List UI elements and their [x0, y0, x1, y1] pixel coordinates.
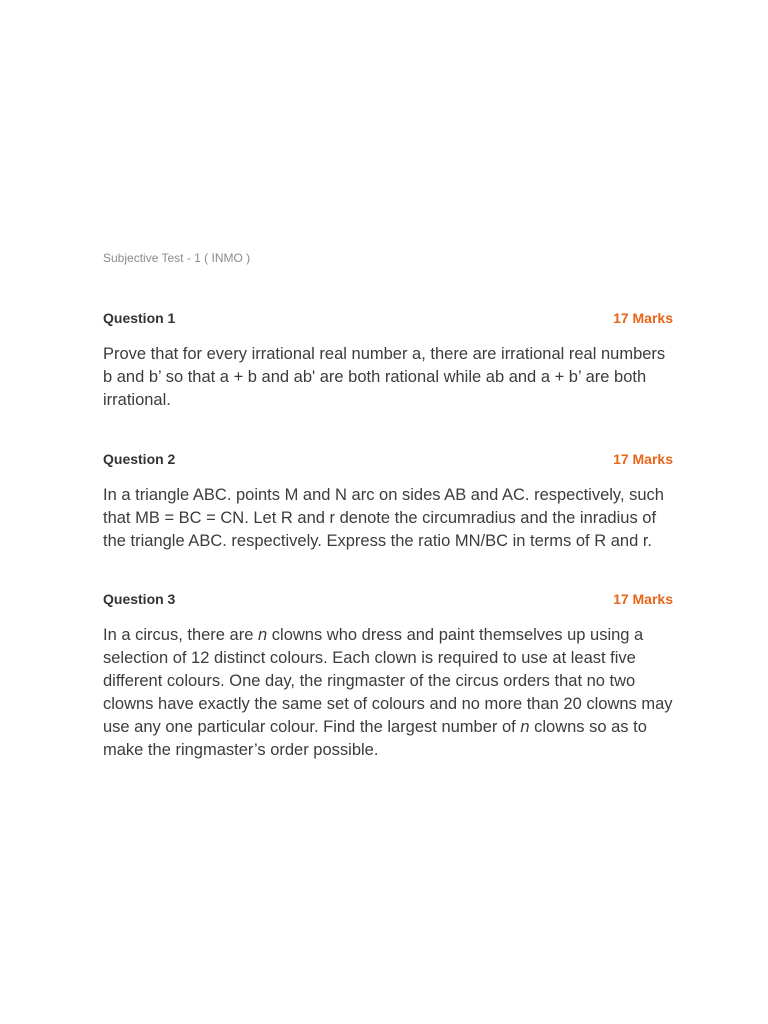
question-block-3: [103, 591, 673, 762]
test-title: Subjective Test - 1 ( INMO ): [103, 251, 251, 265]
question-text: [103, 624, 673, 762]
question-label: Question 1: [103, 310, 176, 326]
question-marks: 17 Marks: [613, 310, 673, 326]
question-marks: 17 Marks: [613, 591, 673, 607]
question-text-part: clowns so as to make the ringmaster’s order possible.: [103, 718, 647, 759]
question-block-2: [103, 451, 673, 553]
question-text-part: In a circus, there are: [103, 626, 258, 644]
question-label: Question 3: [103, 591, 176, 607]
question-label: Question 2: [103, 451, 176, 467]
question-header: [103, 310, 673, 326]
question-text: In a triangle ABC. points M and N arc on sides AB and AC. respectively, such that MB = BC = CN. Let R and r denote the circumradius and the inradius of the triangle ABC. respectively. Express the ratio MN/BC in terms of R and r.: [103, 486, 664, 550]
variable-n: n: [258, 626, 268, 644]
question-marks: 17 Marks: [613, 451, 673, 467]
question-header: [103, 451, 673, 467]
question-text-part: clowns who dress and paint themselves up using a selection of 12 distinct colours. Each clown is required to use at least five different colours. One day, the ringmaster of the circus orders that no two clowns have exactly the same set of colours and no more than 20 clowns may use any one particular colour. Find the largest number of: [103, 626, 673, 736]
document-page: [103, 250, 673, 762]
variable-n: n: [520, 718, 530, 736]
question-header: [103, 591, 673, 607]
question-text: Prove that for every irrational real number a, there are irrational real numbers b and b’ so that a + b and ab' are both rational while ab and a + b’ are both irrational.: [103, 345, 666, 409]
question-block-1: [103, 310, 673, 412]
